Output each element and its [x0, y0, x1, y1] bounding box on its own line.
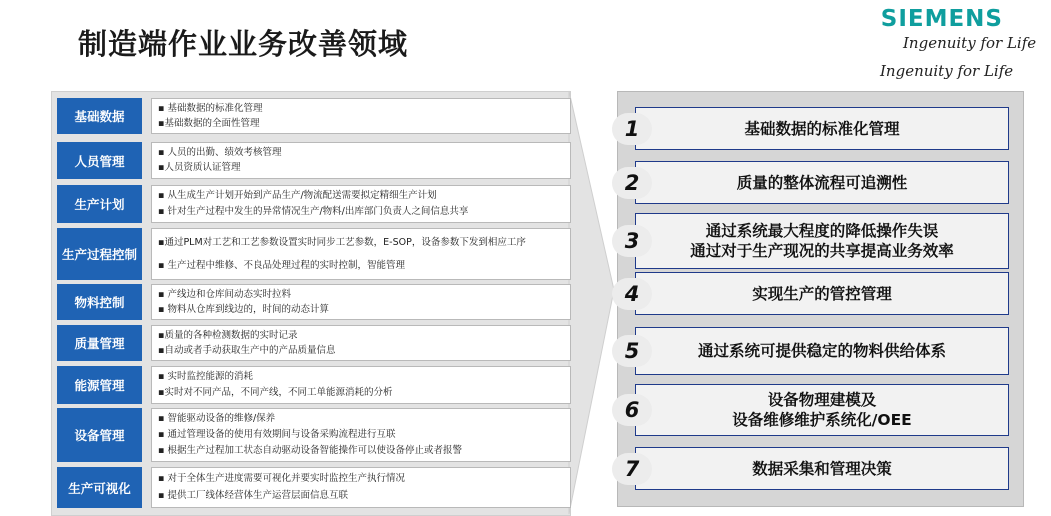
area-label: 质量管理: [57, 325, 142, 361]
area-detail-line: ▪ 通过管理设备的使用有效期间与设备采购流程进行互联: [158, 429, 396, 440]
result-box: [635, 327, 1009, 375]
area-label: 能源管理: [57, 366, 142, 404]
area-detail-line: ▪人员资质认证管理: [158, 162, 241, 174]
result-number-badge: 7: [612, 453, 652, 485]
result-text: 通过对于生产现况的共享提高业务效率: [690, 242, 954, 260]
result-text: 通过系统最大程度的降低操作失误: [705, 222, 939, 240]
result-text: 通过系统可提供稳定的物料供给体系: [697, 342, 946, 360]
area-detail-line: ▪ 基础数据的标准化管理: [158, 102, 263, 114]
area-detail-line: ▪自动或者手动获取生产中的产品质量信息: [158, 344, 336, 356]
area-label: 设备管理: [57, 408, 142, 462]
area-details: [151, 366, 571, 404]
area-label: 人员管理: [57, 142, 142, 179]
result-box: [635, 447, 1009, 490]
area-detail-line: ▪ 实时监控能源的消耗: [158, 371, 253, 382]
area-label: 生产计划: [57, 185, 142, 223]
area-details: [151, 142, 571, 179]
result-text: 实现生产的管控管理: [752, 284, 892, 303]
result-text: 数据采集和管理决策: [752, 459, 892, 478]
siemens-logo: SIEMENS: [880, 6, 1003, 32]
result-text: 质量的整体流程可追溯性: [736, 173, 908, 192]
area-detail-line: ▪ 产线边和仓库间动态实时拉料: [158, 288, 291, 300]
tagline: Ingenuity for Life: [903, 34, 1037, 52]
area-detail-line: ▪ 根据生产过程加工状态自动驱动设备智能操作可以使设备停止或者报警: [158, 445, 462, 456]
area-details: [151, 228, 571, 280]
result-text: 设备维修维护系统化/OEE: [732, 411, 912, 429]
area-details: [151, 325, 571, 361]
area-detail-line: ▪基础数据的全面性管理: [158, 117, 260, 129]
area-detail-line: ▪ 提供工厂线体经营体生产运营层面信息互联: [158, 490, 348, 502]
result-number-badge: 1: [612, 113, 652, 145]
tagline-repeat: Ingenuity for Life: [880, 62, 1014, 80]
result-box: [635, 107, 1009, 150]
area-details: [151, 408, 571, 462]
result-box: [635, 384, 1009, 436]
area-details: [151, 98, 571, 134]
area-label: 基础数据: [57, 98, 142, 134]
page-title: 制造端作业业务改善领域: [78, 27, 409, 61]
area-details: [151, 185, 571, 223]
result-box: [635, 272, 1009, 315]
area-details: [151, 467, 571, 508]
result-number-badge: 6: [612, 394, 652, 426]
result-text: 基础数据的标准化管理: [744, 119, 900, 138]
area-label: 物料控制: [57, 284, 142, 320]
area-detail-line: ▪质量的各种检测数据的实时记录: [158, 329, 298, 341]
result-box: [635, 213, 1009, 269]
result-number-badge: 4: [612, 278, 652, 310]
area-detail-line: ▪实时对不同产品，不同产线，不同工单能源消耗的分析: [158, 387, 393, 398]
area-detail-line: ▪ 智能驱动设备的维修/保养: [158, 413, 276, 424]
area-details: [151, 284, 571, 320]
result-number-badge: 3: [612, 225, 652, 257]
area-label: 生产过程控制: [57, 228, 142, 280]
result-text: 设备物理建模及: [767, 391, 877, 409]
result-number-badge: 2: [612, 167, 652, 199]
result-number-badge: 5: [612, 335, 652, 367]
area-detail-line: ▪ 物料从仓库到线边的，时间的动态计算: [158, 303, 329, 315]
area-detail-line: ▪ 从生成生产计划开始到产品生产/物流配送需要拟定精细生产计划: [158, 190, 437, 201]
area-detail-line: ▪通过PLM对工艺和工艺参数设置实时同步工艺参数，E-SOP，设备参数下发到相应工序: [158, 236, 526, 248]
result-box: [635, 161, 1009, 204]
area-detail-line: ▪ 人员的出勤、绩效考核管理: [158, 146, 282, 158]
area-detail-line: ▪ 针对生产过程中发生的异常情况生产/物料/出库部门负责人之间信息共享: [158, 206, 469, 217]
area-detail-line: ▪ 生产过程中维修、不良品处理过程的实时控制，智能管理: [158, 259, 405, 271]
area-detail-line: ▪ 对于全体生产进度需要可视化并要实时监控生产执行情况: [158, 472, 405, 484]
area-label: 生产可视化: [57, 467, 142, 508]
